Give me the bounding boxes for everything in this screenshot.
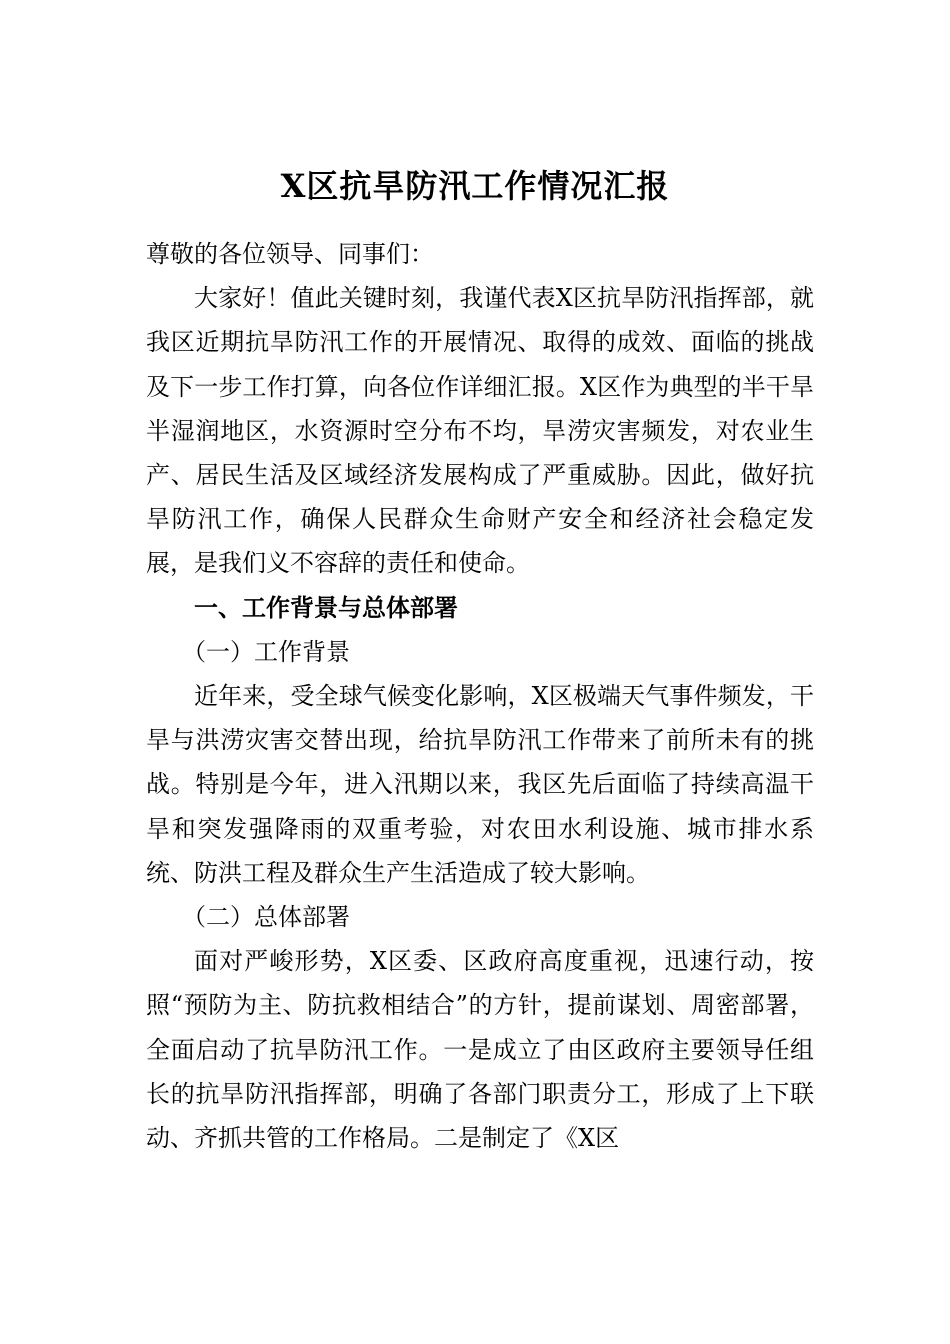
subsection-heading-background: （一）工作背景: [182, 637, 350, 666]
intro-paragraph: 大家好！值此关键时刻，我谨代表X区抗旱防汛指挥部，就我区近期抗旱防汛工作的开展情况、取得的成效、面临的挑战及下一步工作打算，向各位作详细汇报。X区作为典型的半干旱半湿润地区，水资源时空分布不均，旱涝灾害频发，对农业生产、居民生活及区域经济发展构成了严重威胁。因此，做好抗旱防汛工作，确保人民群众生命财产安全和经济社会稳定发展，是我们义不容辞的责任和使命。: [146, 284, 814, 578]
deployment-paragraph: 面对严峻形势，X区委、区政府高度重视，迅速行动，按照“预防为主、防抗救相结合”的方针，提前谋划、周密部署，全面启动了抗旱防汛工作。一是成立了由区政府主要领导任组长的抗旱防汛指挥部，明确了各部门职责分工，形成了上下联动、齐抓共管的工作格局。二是制定了《X区: [146, 947, 814, 1153]
salutation: 尊敬的各位领导、同事们：: [146, 240, 434, 268]
document-body: [146, 232, 814, 1160]
section-heading-1: 一、工作背景与总体部署: [194, 593, 458, 622]
subsection-heading-deployment: （二）总体部署: [182, 903, 350, 932]
background-paragraph: 近年来，受全球气候变化影响，X区极端天气事件频发，干旱与洪涝灾害交替出现，给抗旱防汛工作带来了前所未有的挑战。特别是今年，进入汛期以来，我区先后面临了持续高温干旱和突发强降雨的双重考验，对农田水利设施、城市排水系统、防洪工程及群众生产生活造成了较大影响。: [146, 682, 814, 887]
document-title: X区抗旱防汛工作情况汇报: [280, 167, 670, 205]
